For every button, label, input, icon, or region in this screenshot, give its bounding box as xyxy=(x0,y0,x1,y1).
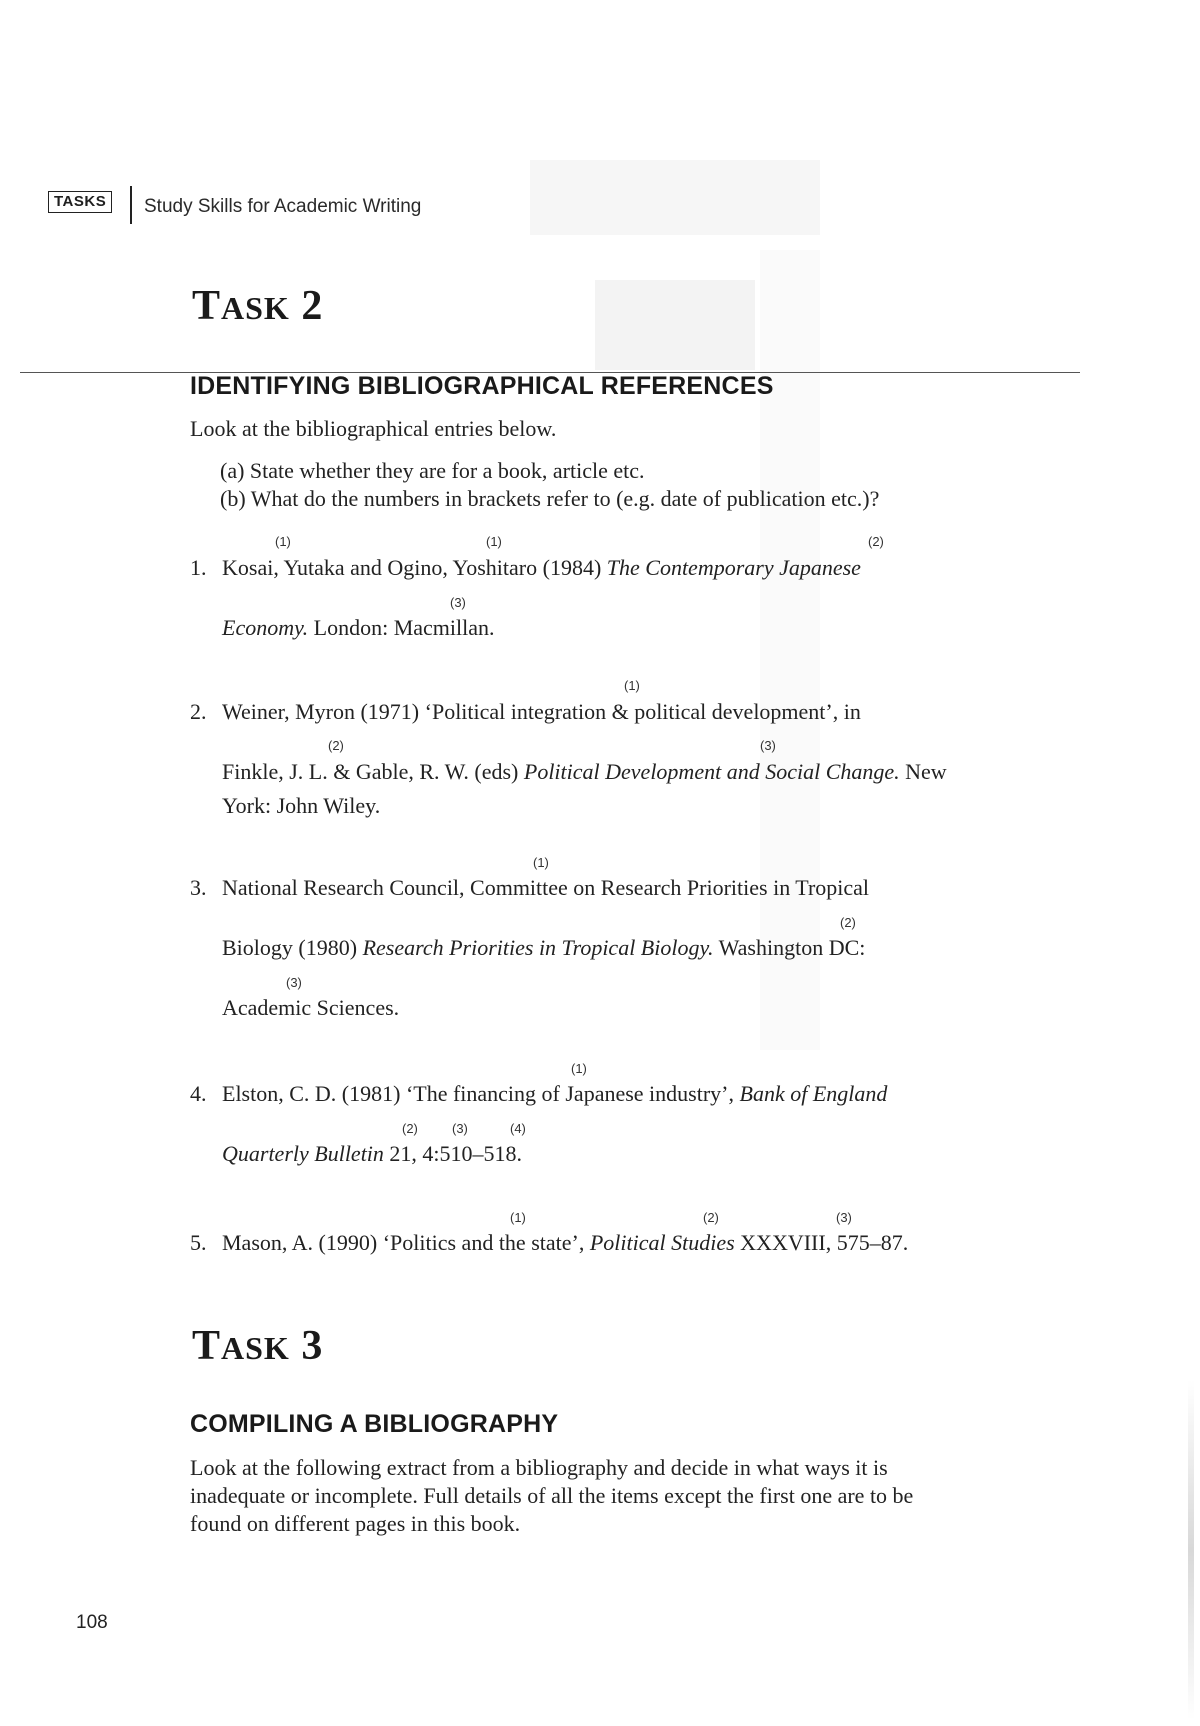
entry-text: XXXVIII, 575–87. xyxy=(734,1230,909,1255)
annotation-label: (3) xyxy=(452,1121,468,1136)
paragraph-line: inadequate or incomplete. Full details of all the items except the first one are to be xyxy=(190,1483,914,1508)
page-number: 108 xyxy=(76,1612,108,1633)
entry-1-number: 1. xyxy=(190,555,207,580)
task-3-heading-rest: ASK xyxy=(221,1330,290,1366)
entry-title: Political Development and Social Change. xyxy=(523,759,900,784)
annotation-label: (1) xyxy=(510,1210,526,1225)
task-2-intro: Look at the bibliographical entries below. xyxy=(190,416,557,441)
entry-3-number: 3. xyxy=(190,875,207,900)
task-3-section-title: COMPILING A BIBLIOGRAPHY xyxy=(190,1410,559,1438)
entry-text: National Research Council, Committee on Research Priorities in Tropical xyxy=(222,875,870,900)
annotation-label: (1) xyxy=(571,1061,587,1076)
entry-4-line-1 xyxy=(222,1080,887,1108)
annotation-label: (1) xyxy=(533,855,549,870)
entry-4-number: 4. xyxy=(190,1081,207,1106)
scan-edge-mark xyxy=(1188,1380,1194,1720)
annotation-label: (3) xyxy=(286,975,302,990)
section-tag: TASKS xyxy=(48,191,112,213)
annotation-label: (2) xyxy=(868,534,884,549)
paragraph-line: found on different pages in this book. xyxy=(190,1511,521,1536)
scan-shade xyxy=(760,250,820,1050)
entry-text: 21, 4:510–518. xyxy=(383,1141,523,1166)
task-2-section-title: IDENTIFYING BIBLIOGRAPHICAL REFERENCES xyxy=(190,372,774,400)
annotation-label: (1) xyxy=(486,534,502,549)
entry-3-line-1 xyxy=(222,874,869,902)
entry-text: London: Macmillan. xyxy=(308,615,495,640)
annotation-label: (1) xyxy=(624,678,640,693)
header-divider xyxy=(130,186,132,224)
annotation-label: (3) xyxy=(450,595,466,610)
entry-text: Elston, C. D. (1981) ‘The financing of Japanese industry’, xyxy=(222,1081,740,1106)
task-2-heading-initial: T xyxy=(192,283,222,329)
entry-title: Quarterly Bulletin xyxy=(222,1141,384,1166)
entry-title: Research Priorities in Tropical Biology. xyxy=(362,935,714,960)
entry-2-line-3 xyxy=(222,792,380,820)
entry-4-line-2 xyxy=(222,1140,522,1168)
task-2-heading-number: 2 xyxy=(301,283,324,329)
annotation-label: (2) xyxy=(328,738,344,753)
instruction-b: (b) What do the numbers in brackets refer to (e.g. date of publication etc.)? xyxy=(220,486,880,511)
entry-text: New xyxy=(899,759,947,784)
task-3-heading-initial: T xyxy=(192,1323,222,1369)
entry-2-line-2 xyxy=(222,758,947,786)
entry-2-line-1 xyxy=(222,698,861,726)
entry-text: York: John Wiley. xyxy=(222,793,381,818)
entry-5-number: 5. xyxy=(190,1230,207,1255)
book-title: Study Skills for Academic Writing xyxy=(144,196,422,217)
instruction-a: (a) State whether they are for a book, article etc. xyxy=(220,458,645,483)
entry-1-line-1 xyxy=(222,554,861,582)
entry-2-number: 2. xyxy=(190,699,207,724)
entry-text: Washington DC: xyxy=(713,935,866,960)
annotation-label: (1) xyxy=(275,534,291,549)
entry-text: Mason, A. (1990) ‘Politics and the state’, xyxy=(222,1230,590,1255)
entry-text: Weiner, Myron (1971) ‘Political integration & political development’, in xyxy=(222,699,861,724)
annotation-label: (2) xyxy=(402,1121,418,1136)
entry-3-line-3 xyxy=(222,994,399,1022)
entry-text: Biology (1980) xyxy=(222,935,363,960)
entry-text: Academic Sciences. xyxy=(222,995,400,1020)
entry-title: Political Studies xyxy=(589,1230,735,1255)
task-2-heading-rest: ASK xyxy=(221,290,290,326)
annotation-label: (3) xyxy=(760,738,776,753)
entry-title: The Contemporary Japanese xyxy=(606,555,861,580)
entry-text: Finkle, J. L. & Gable, R. W. (eds) xyxy=(222,759,524,784)
entry-1-line-2 xyxy=(222,614,495,642)
task-3-heading xyxy=(192,1322,323,1370)
task-3-paragraph xyxy=(190,1454,1050,1538)
entry-text: Kosai, Yutaka and Ogino, Yoshitaro (1984) xyxy=(222,555,607,580)
annotation-label: (2) xyxy=(840,915,856,930)
annotation-label: (4) xyxy=(510,1121,526,1136)
entry-5-line-1 xyxy=(222,1229,908,1257)
entry-title: Economy. xyxy=(222,615,309,640)
scan-shade xyxy=(530,160,820,235)
task-3-heading-number: 3 xyxy=(301,1323,324,1369)
paragraph-line: Look at the following extract from a bibliography and decide in what ways it is xyxy=(190,1455,888,1480)
annotation-label: (2) xyxy=(703,1210,719,1225)
scan-shade xyxy=(595,280,755,370)
entry-3-line-2 xyxy=(222,934,865,962)
entry-title: Bank of England xyxy=(739,1081,888,1106)
task-2-heading xyxy=(192,282,323,330)
annotation-label: (3) xyxy=(836,1210,852,1225)
